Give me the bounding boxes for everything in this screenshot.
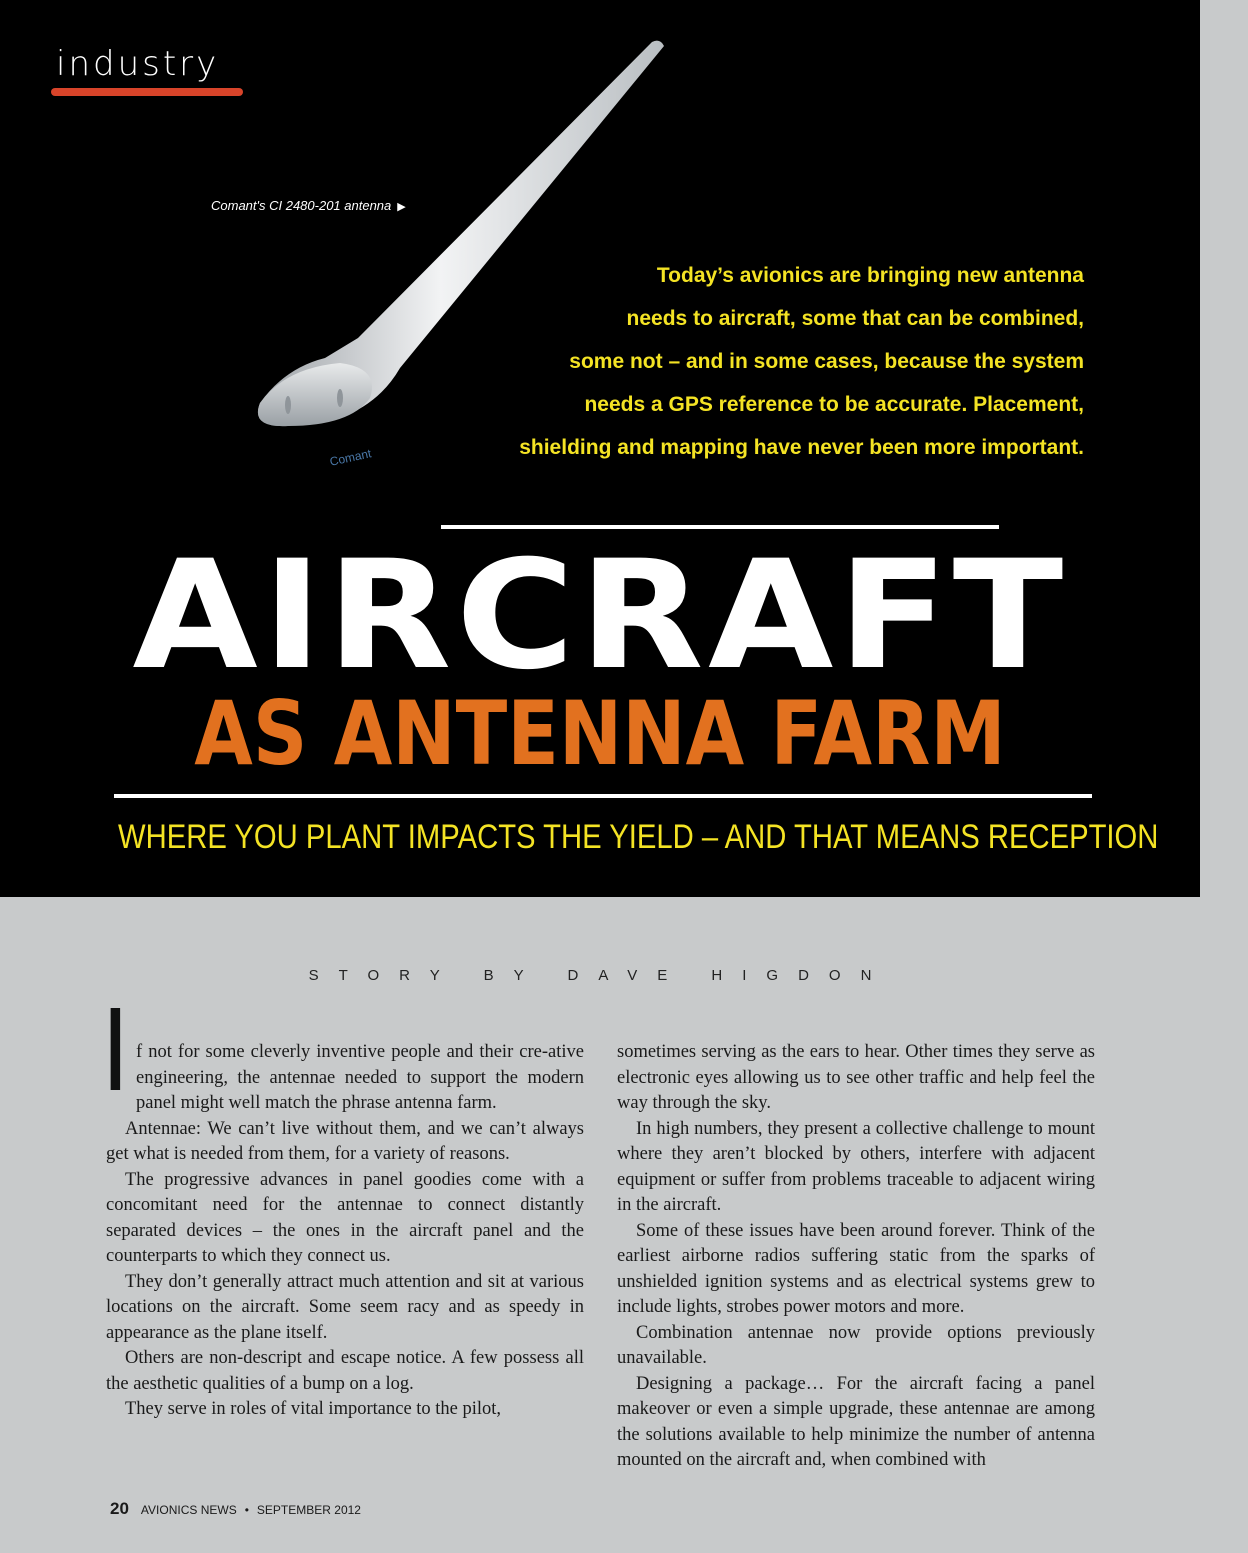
paragraph: Others are non-descript and escape notice. A few possess all the aesthetic qualities of a bump on a log.: [106, 1348, 584, 1394]
paragraph: sometimes serving as the ears to hear. Other times they serve as electronic eyes allowing us to see other traffic and help feel the way through the sky.: [617, 1042, 1095, 1113]
footer-separator: •: [244, 1503, 249, 1517]
paragraph: They serve in roles of vital importance to the pilot,: [125, 1399, 502, 1419]
publication-name: AVIONICS NEWS: [140, 1503, 237, 1517]
paragraph: Combination antennae now provide options previously unavailable.: [617, 1322, 1095, 1368]
dek-line: Today’s avionics are bringing new antenna: [656, 264, 1084, 287]
article-column-right: [617, 1040, 1095, 1474]
page-footer: [110, 1499, 361, 1519]
antenna-brand-label: Comant: [328, 446, 373, 469]
article-title: AIRCRAFT: [132, 529, 1068, 703]
dek-line: needs to aircraft, some that can be combined,: [626, 307, 1084, 330]
paragraph: Antennae: We can’t live without them, and we can’t always get what is needed from them, for a variety of reasons.: [106, 1118, 584, 1164]
byline: STORY BY DAVE HIGDON: [308, 967, 892, 984]
article-subtitle: AS ANTENNA FARM: [194, 682, 1006, 785]
title-bottom-rule: [114, 794, 1092, 798]
drop-cap: I: [106, 987, 125, 1117]
article-tagline: WHERE YOU PLANT IMPACTS THE YIELD – AND THAT MEANS RECEPTION: [118, 818, 1159, 856]
issue-date: SEPTEMBER 2012: [256, 1503, 361, 1517]
paragraph: They don’t generally attract much attention and sit at various locations on the aircraft. Some seem racy and as speedy in appearance as the plane itself.: [106, 1271, 584, 1343]
photo-caption: [211, 198, 406, 213]
paragraph: If not for some cleverly inventive people and their cre-ative engineering, the antennae needed to support the modern panel might well match the phrase antenna farm.: [106, 987, 584, 1117]
paragraph: Some of these issues have been around forever. Think of the earliest airborne radios suffering static from the sparks of unshielded ignition systems and as electrical systems grew to include lights, strobes power motors and more.: [617, 1220, 1095, 1317]
section-label: industry: [56, 44, 220, 84]
right-triangle-icon: ▶: [397, 201, 406, 213]
dek-line: needs a GPS reference to be accurate. Placement,: [584, 393, 1084, 416]
paragraph: The progressive advances in panel goodies come with a concomitant need for the antennae to connect distantly separated devices – the ones in the aircraft panel and the counterparts to which they connect us.: [106, 1169, 584, 1266]
article-column-left: [106, 987, 584, 1423]
dek-text: [384, 254, 1084, 469]
section-accent-rule: [51, 88, 243, 96]
dek-line: shielding and mapping have never been more important.: [519, 436, 1084, 459]
dek-line: some not – and in some cases, because the system: [569, 350, 1084, 373]
paragraph: In high numbers, they present a collective challenge to mount where they aren’t blocked by others, interfere with adjacent equipment or suffer from problems traceable to adjacent wiring in the aircraft.: [617, 1118, 1095, 1215]
caption-text: Comant's CI 2480-201 antenna: [211, 198, 392, 213]
page-number: 20: [110, 1499, 129, 1518]
paragraph: Designing a package… For the aircraft facing a panel makeover or even a simple upgrade, these antennae are among the solutions available to help minimize the number of antenna mounted on the aircraft and, when combined with: [617, 1373, 1095, 1470]
